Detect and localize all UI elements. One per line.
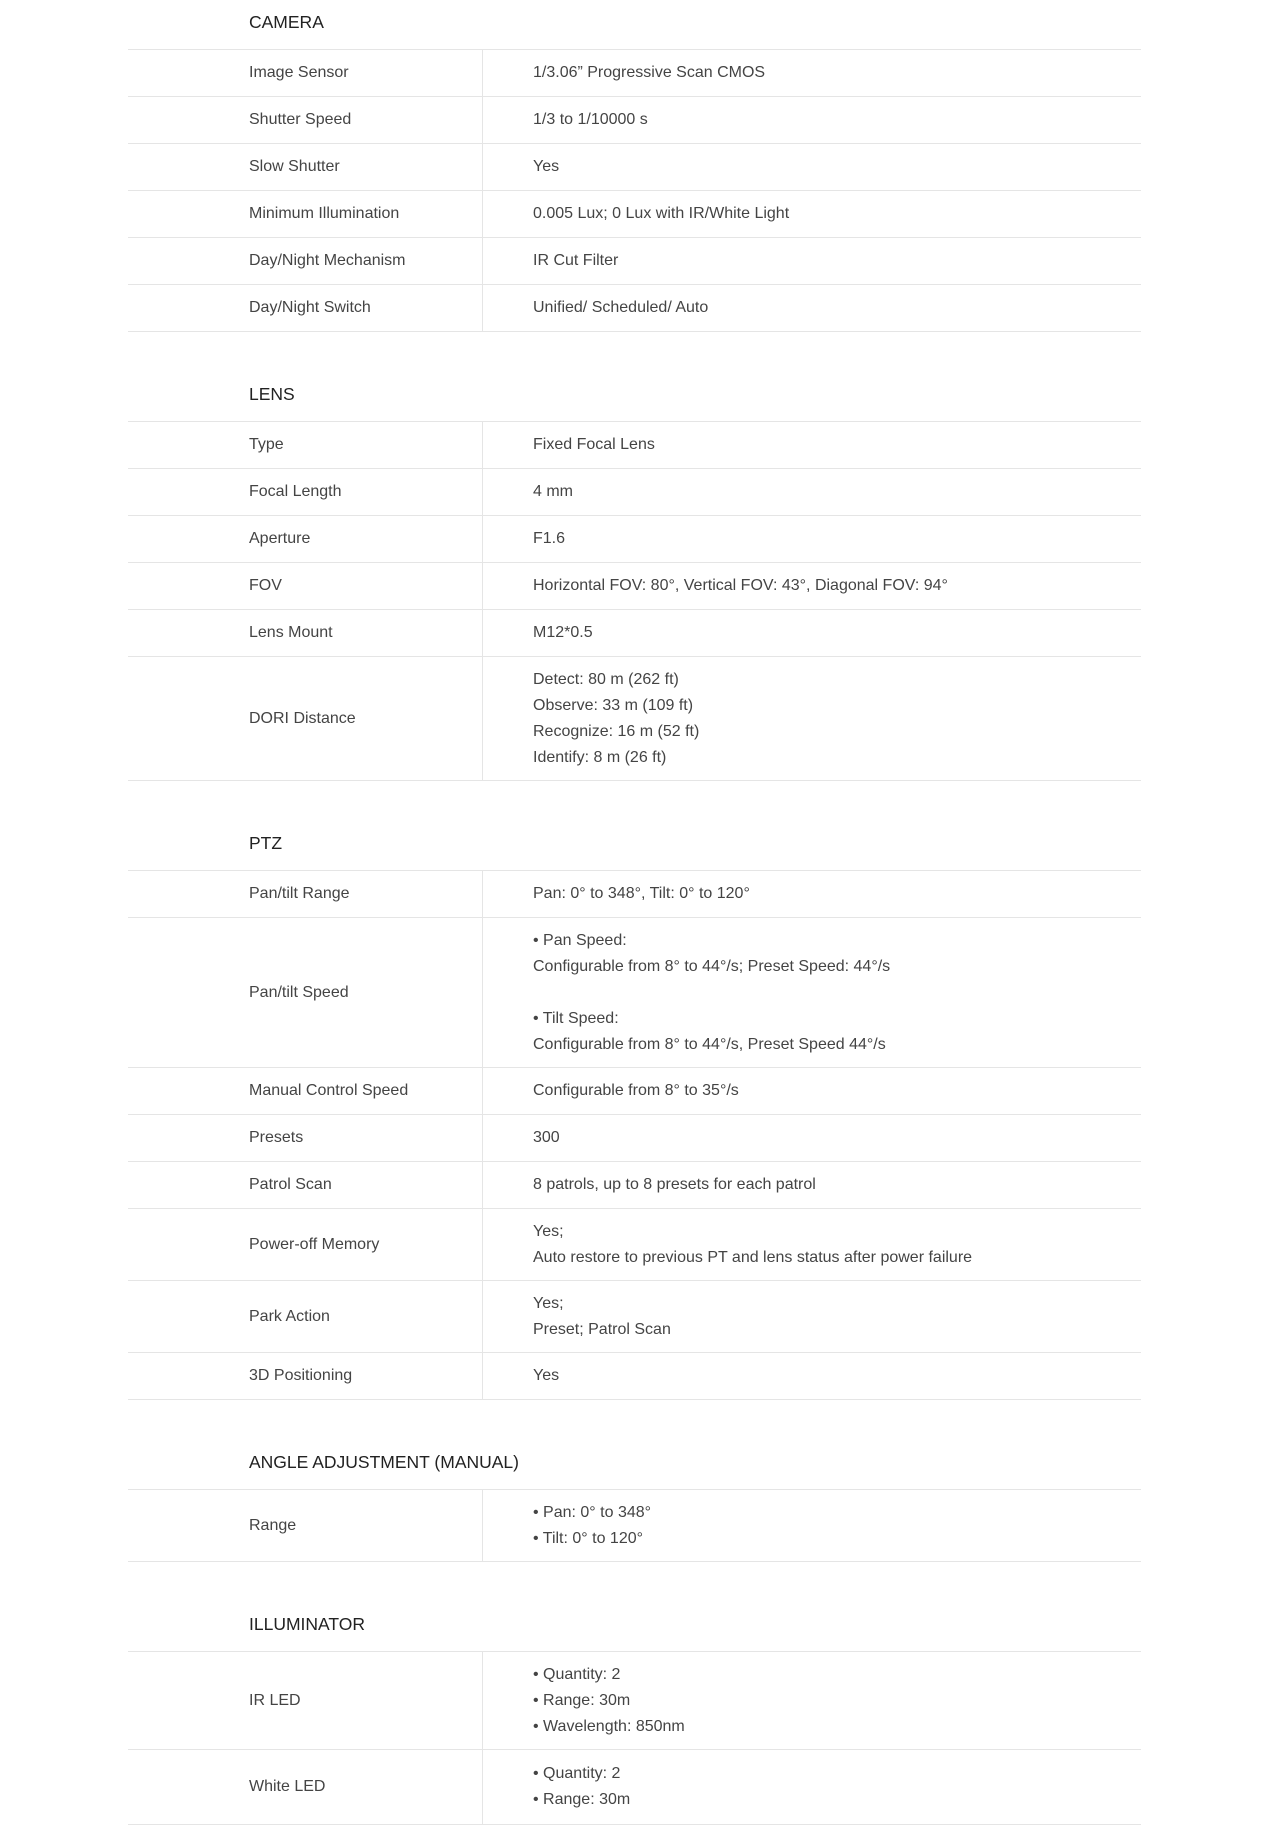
spec-value-line: • Pan Speed:: [533, 931, 627, 949]
spec-row: [128, 97, 1141, 144]
section-title: LENS: [128, 372, 1141, 422]
spec-value: [483, 1068, 1141, 1114]
spec-value-line: Fixed Focal Lens: [533, 436, 655, 453]
spec-label: Day/Night Mechanism: [128, 238, 483, 284]
spec-row: [128, 50, 1141, 97]
spec-value: [483, 1750, 1141, 1824]
spec-value-line: Horizontal FOV: 80°, Vertical FOV: 43°, Diagonal FOV: 94°: [533, 577, 948, 594]
spec-value-line: 0.005 Lux; 0 Lux with IR/White Light: [533, 205, 790, 222]
spec-value: [483, 50, 1141, 96]
spec-section: [128, 1440, 1141, 1562]
spec-section: [128, 0, 1141, 332]
spec-label: Range: [128, 1490, 483, 1561]
spec-label: Aperture: [128, 516, 483, 562]
spec-section: [128, 372, 1141, 781]
spec-value: [483, 144, 1141, 190]
section-title: CAMERA: [128, 0, 1141, 50]
spec-value-line: • Tilt Speed:: [533, 1009, 619, 1027]
spec-label: Pan/tilt Range: [128, 871, 483, 917]
spec-label: Shutter Speed: [128, 97, 483, 143]
spec-row: [128, 918, 1141, 1068]
spec-row: [128, 1490, 1141, 1562]
spec-row: [128, 1750, 1141, 1825]
section-title: PTZ: [128, 821, 1141, 871]
spec-value-line: • Range: 30m: [533, 1791, 631, 1808]
section-title: ILLUMINATOR: [128, 1602, 1141, 1652]
spec-label: FOV: [128, 563, 483, 609]
spec-value-line: 4 mm: [533, 483, 573, 500]
spec-value: [483, 285, 1141, 331]
spec-row: [128, 144, 1141, 191]
spec-label: Focal Length: [128, 469, 483, 515]
spec-value: [483, 516, 1141, 562]
spec-value: [483, 918, 1141, 1067]
spec-row: [128, 1281, 1141, 1353]
spec-label: Presets: [128, 1115, 483, 1161]
spec-value-line: M12*0.5: [533, 624, 593, 641]
spec-label: Pan/tilt Speed: [128, 918, 483, 1067]
spec-label: Slow Shutter: [128, 144, 483, 190]
spec-value-line: Yes;: [533, 1294, 564, 1312]
spec-value-line: F1.6: [533, 530, 566, 547]
spec-value-line: [533, 980, 1141, 1006]
spec-label: Minimum Illumination: [128, 191, 483, 237]
spec-label: White LED: [128, 1750, 483, 1824]
spec-row: [128, 238, 1141, 285]
spec-row: [128, 1068, 1141, 1115]
spec-value: [483, 610, 1141, 656]
spec-value: [483, 1490, 1141, 1561]
spec-label: Patrol Scan: [128, 1162, 483, 1208]
spec-value: [483, 191, 1141, 237]
spec-row: [128, 422, 1141, 469]
spec-value: [483, 1162, 1141, 1208]
spec-value: [483, 1115, 1141, 1161]
spec-row: [128, 191, 1141, 238]
spec-row: [128, 1115, 1141, 1162]
spec-row: [128, 871, 1141, 918]
spec-label: Power-off Memory: [128, 1209, 483, 1280]
spec-value-line: Recognize: 16 m (52 ft): [533, 722, 700, 740]
spec-value-line: Pan: 0° to 348°, Tilt: 0° to 120°: [533, 885, 750, 902]
spec-label: Lens Mount: [128, 610, 483, 656]
spec-value-line: Configurable from 8° to 44°/s, Preset Speed 44°/s: [533, 1035, 886, 1053]
spec-value-line: • Range: 30m: [533, 1691, 631, 1709]
spec-label: Type: [128, 422, 483, 468]
spec-row: [128, 1162, 1141, 1209]
spec-value: [483, 657, 1141, 780]
spec-value-line: Unified/ Scheduled/ Auto: [533, 299, 709, 316]
spec-row: [128, 1652, 1141, 1750]
spec-value-line: Auto restore to previous PT and lens status after power failure: [533, 1248, 973, 1266]
spec-value-line: • Quantity: 2: [533, 1665, 621, 1683]
spec-label: Park Action: [128, 1281, 483, 1352]
spec-value-line: Preset; Patrol Scan: [533, 1320, 671, 1338]
spec-value: [483, 1652, 1141, 1749]
spec-row: [128, 657, 1141, 781]
spec-label: IR LED: [128, 1652, 483, 1749]
spec-label: Image Sensor: [128, 50, 483, 96]
spec-value-line: Observe: 33 m (109 ft): [533, 696, 694, 714]
spec-value-line: • Pan: 0° to 348°: [533, 1503, 652, 1521]
spec-row: [128, 516, 1141, 563]
spec-value-line: • Quantity: 2: [533, 1765, 621, 1782]
spec-label: DORI Distance: [128, 657, 483, 780]
spec-row: [128, 285, 1141, 332]
spec-value: [483, 1281, 1141, 1352]
spec-row: [128, 1209, 1141, 1281]
spec-value-line: IR Cut Filter: [533, 252, 619, 269]
spec-row: [128, 610, 1141, 657]
spec-row: [128, 1353, 1141, 1400]
section-title: ANGLE ADJUSTMENT (MANUAL): [128, 1440, 1141, 1490]
spec-row: [128, 563, 1141, 610]
spec-value-line: Yes;: [533, 1222, 564, 1240]
spec-section: [128, 821, 1141, 1400]
spec-label: Manual Control Speed: [128, 1068, 483, 1114]
spec-value-line: Configurable from 8° to 35°/s: [533, 1082, 739, 1099]
spec-value: [483, 422, 1141, 468]
spec-label: 3D Positioning: [128, 1353, 483, 1399]
spec-value-line: 1/3.06” Progressive Scan CMOS: [533, 64, 766, 81]
spec-table: [128, 0, 1141, 1825]
spec-value-line: Yes: [533, 158, 560, 175]
spec-value-line: 1/3 to 1/10000 s: [533, 111, 648, 128]
spec-value: [483, 1353, 1141, 1399]
spec-value-line: Configurable from 8° to 44°/s; Preset Speed: 44°/s: [533, 957, 891, 975]
spec-row: [128, 469, 1141, 516]
spec-value-line: • Tilt: 0° to 120°: [533, 1529, 644, 1547]
spec-value: [483, 871, 1141, 917]
spec-value: [483, 563, 1141, 609]
spec-value: [483, 238, 1141, 284]
spec-value-line: Identify: 8 m (26 ft): [533, 748, 667, 766]
spec-value-line: 300: [533, 1129, 560, 1146]
spec-value: [483, 1209, 1141, 1280]
spec-section: [128, 1602, 1141, 1825]
spec-value-line: Yes: [533, 1367, 560, 1384]
spec-value-line: 8 patrols, up to 8 presets for each patrol: [533, 1176, 816, 1193]
spec-label: Day/Night Switch: [128, 285, 483, 331]
spec-value: [483, 469, 1141, 515]
spec-value: [483, 97, 1141, 143]
spec-value-line: • Wavelength: 850nm: [533, 1717, 685, 1735]
spec-value-line: Detect: 80 m (262 ft): [533, 670, 679, 688]
